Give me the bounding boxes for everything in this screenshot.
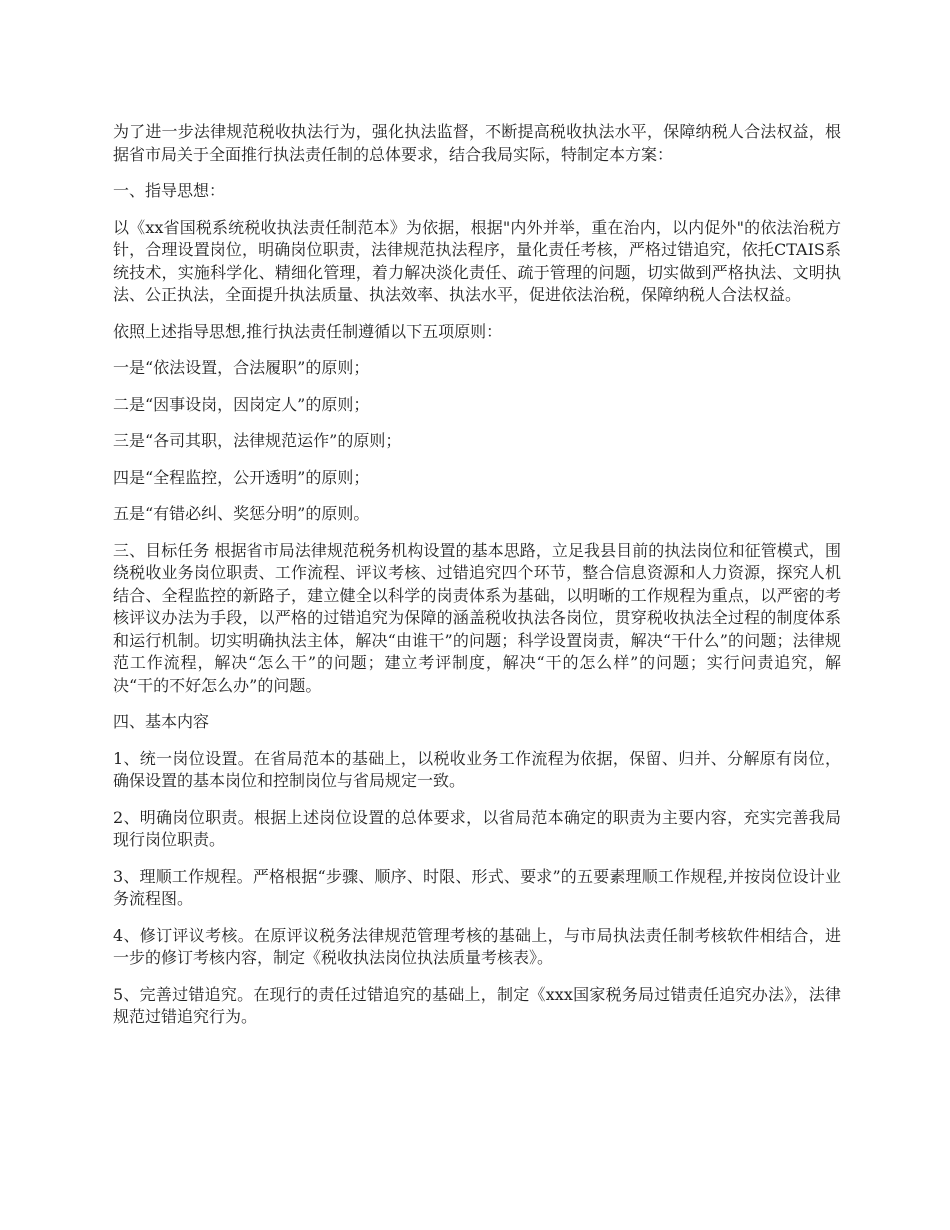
principles-intro-paragraph: 依照上述指导思想,推行执法责任制遵循以下五项原则：: [113, 321, 503, 341]
section-heading-basic-content: 四、基本内容: [113, 712, 210, 731]
principle-item-4: 四是“全程监控，公开透明”的原则；: [113, 467, 370, 487]
content-item-4: 4、修订评议考核。在原评议税务法律规范管理考核的基础上，与市局执法责任制考核软件相结合，进一步的修订考核内容，制定《税收执法岗位执法质量考核表》。: [113, 925, 841, 967]
document-page: [113, 121, 841, 1043]
principle-item-3: 三是“各司其职，法律规范运作”的原则；: [113, 431, 402, 450]
principle-item-5: 五是“有错必纠、奖惩分明”的原则。: [113, 504, 370, 523]
principle-item-1: 一是“依法设置，合法履职”的原则；: [113, 358, 370, 377]
goals-tasks-paragraph: 三、目标任务 根据省市局法律规范税务机构设置的基本思路，立足我县目前的执法岗位和征管模式，围绕税收业务岗位职责、工作流程、评议考核、过错追究四个环节，整合信息资源和人力资源，探究人机结合、全程监控的新路子，建立健全以科学的岗责体系为基础，以明晰的工作规程为重点，以严密的考核评议办法为手段，以严格的过错追究为保障的涵盖税收执法各岗位，贯穿税收执法全过程的制度体系和运行机制。切实明确执法主体，解决“由谁干”的问题；科学设置岗责，解决“干什么”的问题；法律规范工作流程，解决“怎么干”的问题；建立考评制度，解决“干的怎么样”的问题；实行问责追究，解决“干的不好怎么办”的问题。: [113, 540, 841, 695]
principle-item-2: 二是“因事设岗，因岗定人”的原则；: [113, 394, 370, 414]
intro-paragraph: 为了进一步法律规范税收执法行为，强化执法监督，不断提高税收执法水平，保障纳税人合法权益，根据省市局关于全面推行执法责任制的总体要求，结合我局实际，特制定本方案：: [113, 122, 841, 164]
content-item-5: 5、完善过错追究。在现行的责任过错追究的基础上，制定《xxx国家税务局过错责任追究办法》，法律规范过错追究行为。: [113, 984, 841, 1026]
guiding-ideology-paragraph: 以《xx省国税系统税收执法责任制范本》为依据，根据"内外并举，重在治内，以内促外"的依法治税方针，合理设置岗位，明确岗位职责，法律规范执法程序，量化责任考核，严格过错追究，依托CTAIS系统技术，实施科学化、精细化管理，着力解决淡化责任、疏于管理的问题，切实做到严格执法、文明执法、公正执法，全面提升执法质量、执法效率、执法水平，促进依法治税，保障纳税人合法权益。: [113, 217, 841, 304]
section-heading-guiding-ideology: 一、指导思想：: [113, 181, 226, 200]
content-item-3: 3、理顺工作规程。严格根据“步骤、顺序、时限、形式、要求”的五要素理顺工作规程,并按岗位设计业务流程图。: [113, 866, 841, 908]
content-item-1: 1、统一岗位设置。在省局范本的基础上，以税收业务工作流程为依据，保留、归并、分解原有岗位，确保设置的基本岗位和控制岗位与省局规定一致。: [113, 748, 841, 790]
content-item-2: 2、明确岗位职责。根据上述岗位设置的总体要求，以省局范本确定的职责为主要内容，充实完善我局现行岗位职责。: [113, 807, 841, 849]
